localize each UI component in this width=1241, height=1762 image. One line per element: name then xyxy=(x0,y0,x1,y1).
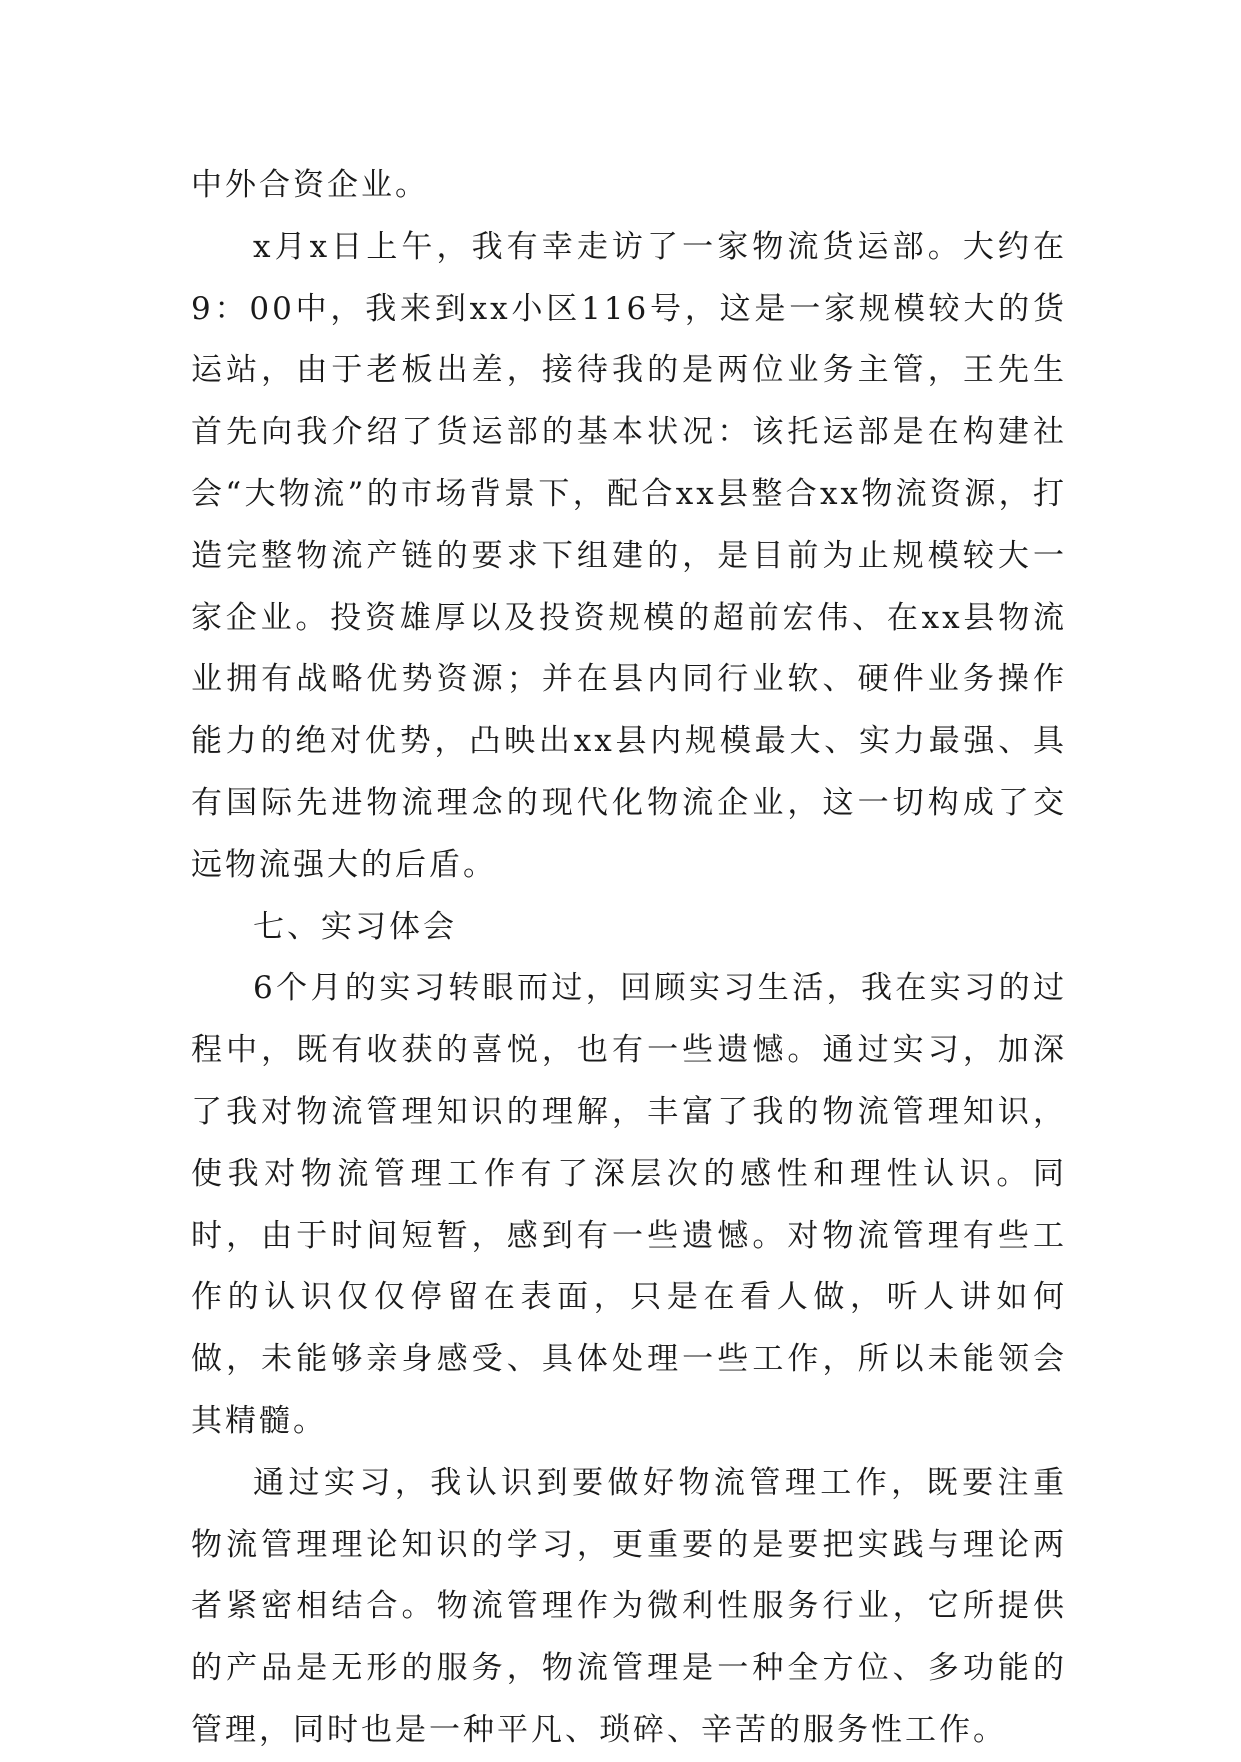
section-heading: 七、实习体会 xyxy=(253,908,457,945)
body-text xyxy=(191,155,1067,1762)
paragraph-conclusion: 通过实习，我认识到要做好物流管理工作，既要注重物流管理理论知识的学习，更重要的是要把实践与理论两者紧密相结合。物流管理作为微利性服务行业，它所提供的产品是无形的服务，物流管理是一种全方位、多功能的管理，同时也是一种平凡、琐碎、辛苦的服务性工作。 xyxy=(191,1464,1067,1748)
paragraph-experience: 6个月的实习转眼而过，回顾实习生活，我在实习的过程中，既有收获的喜悦，也有一些遗憾。通过实习，加深了我对物流管理知识的理解，丰富了我的物流管理知识，使我对物流管理工作有了深层次的感性和理性认识。同时，由于时间短暂，感到有一些遗憾。对物流管理有些工作的认识仅仅停留在表面，只是在看人做，听人讲如何做，未能够亲身感受、具体处理一些工作，所以未能领会其精髓。 xyxy=(191,970,1067,1439)
paragraph-visit: x月x日上午，我有幸走访了一家物流货运部。大约在9：00中，我来到xx小区116号，这是一家规模较大的货运站，由于老板出差，接待我的是两位业务主管，王先生首先向我介绍了货运部的基本状况：该托运部是在构建社会“大物流”的市场背景下，配合xx县整合xx物流资源，打造完整物流产链的要求下组建的，是目前为止规模较大一家企业。投资雄厚以及投资规模的超前宏伟、在xx县物流业拥有战略优势资源；并在县内同行业软、硬件业务操作能力的绝对优势，凸映出xx县内规模最大、实力最强、具有国际先进物流理念的现代化物流企业，这一切构成了交远物流强大的后盾。 xyxy=(191,228,1067,883)
paragraph-continuation: 中外合资企业。 xyxy=(191,167,429,203)
